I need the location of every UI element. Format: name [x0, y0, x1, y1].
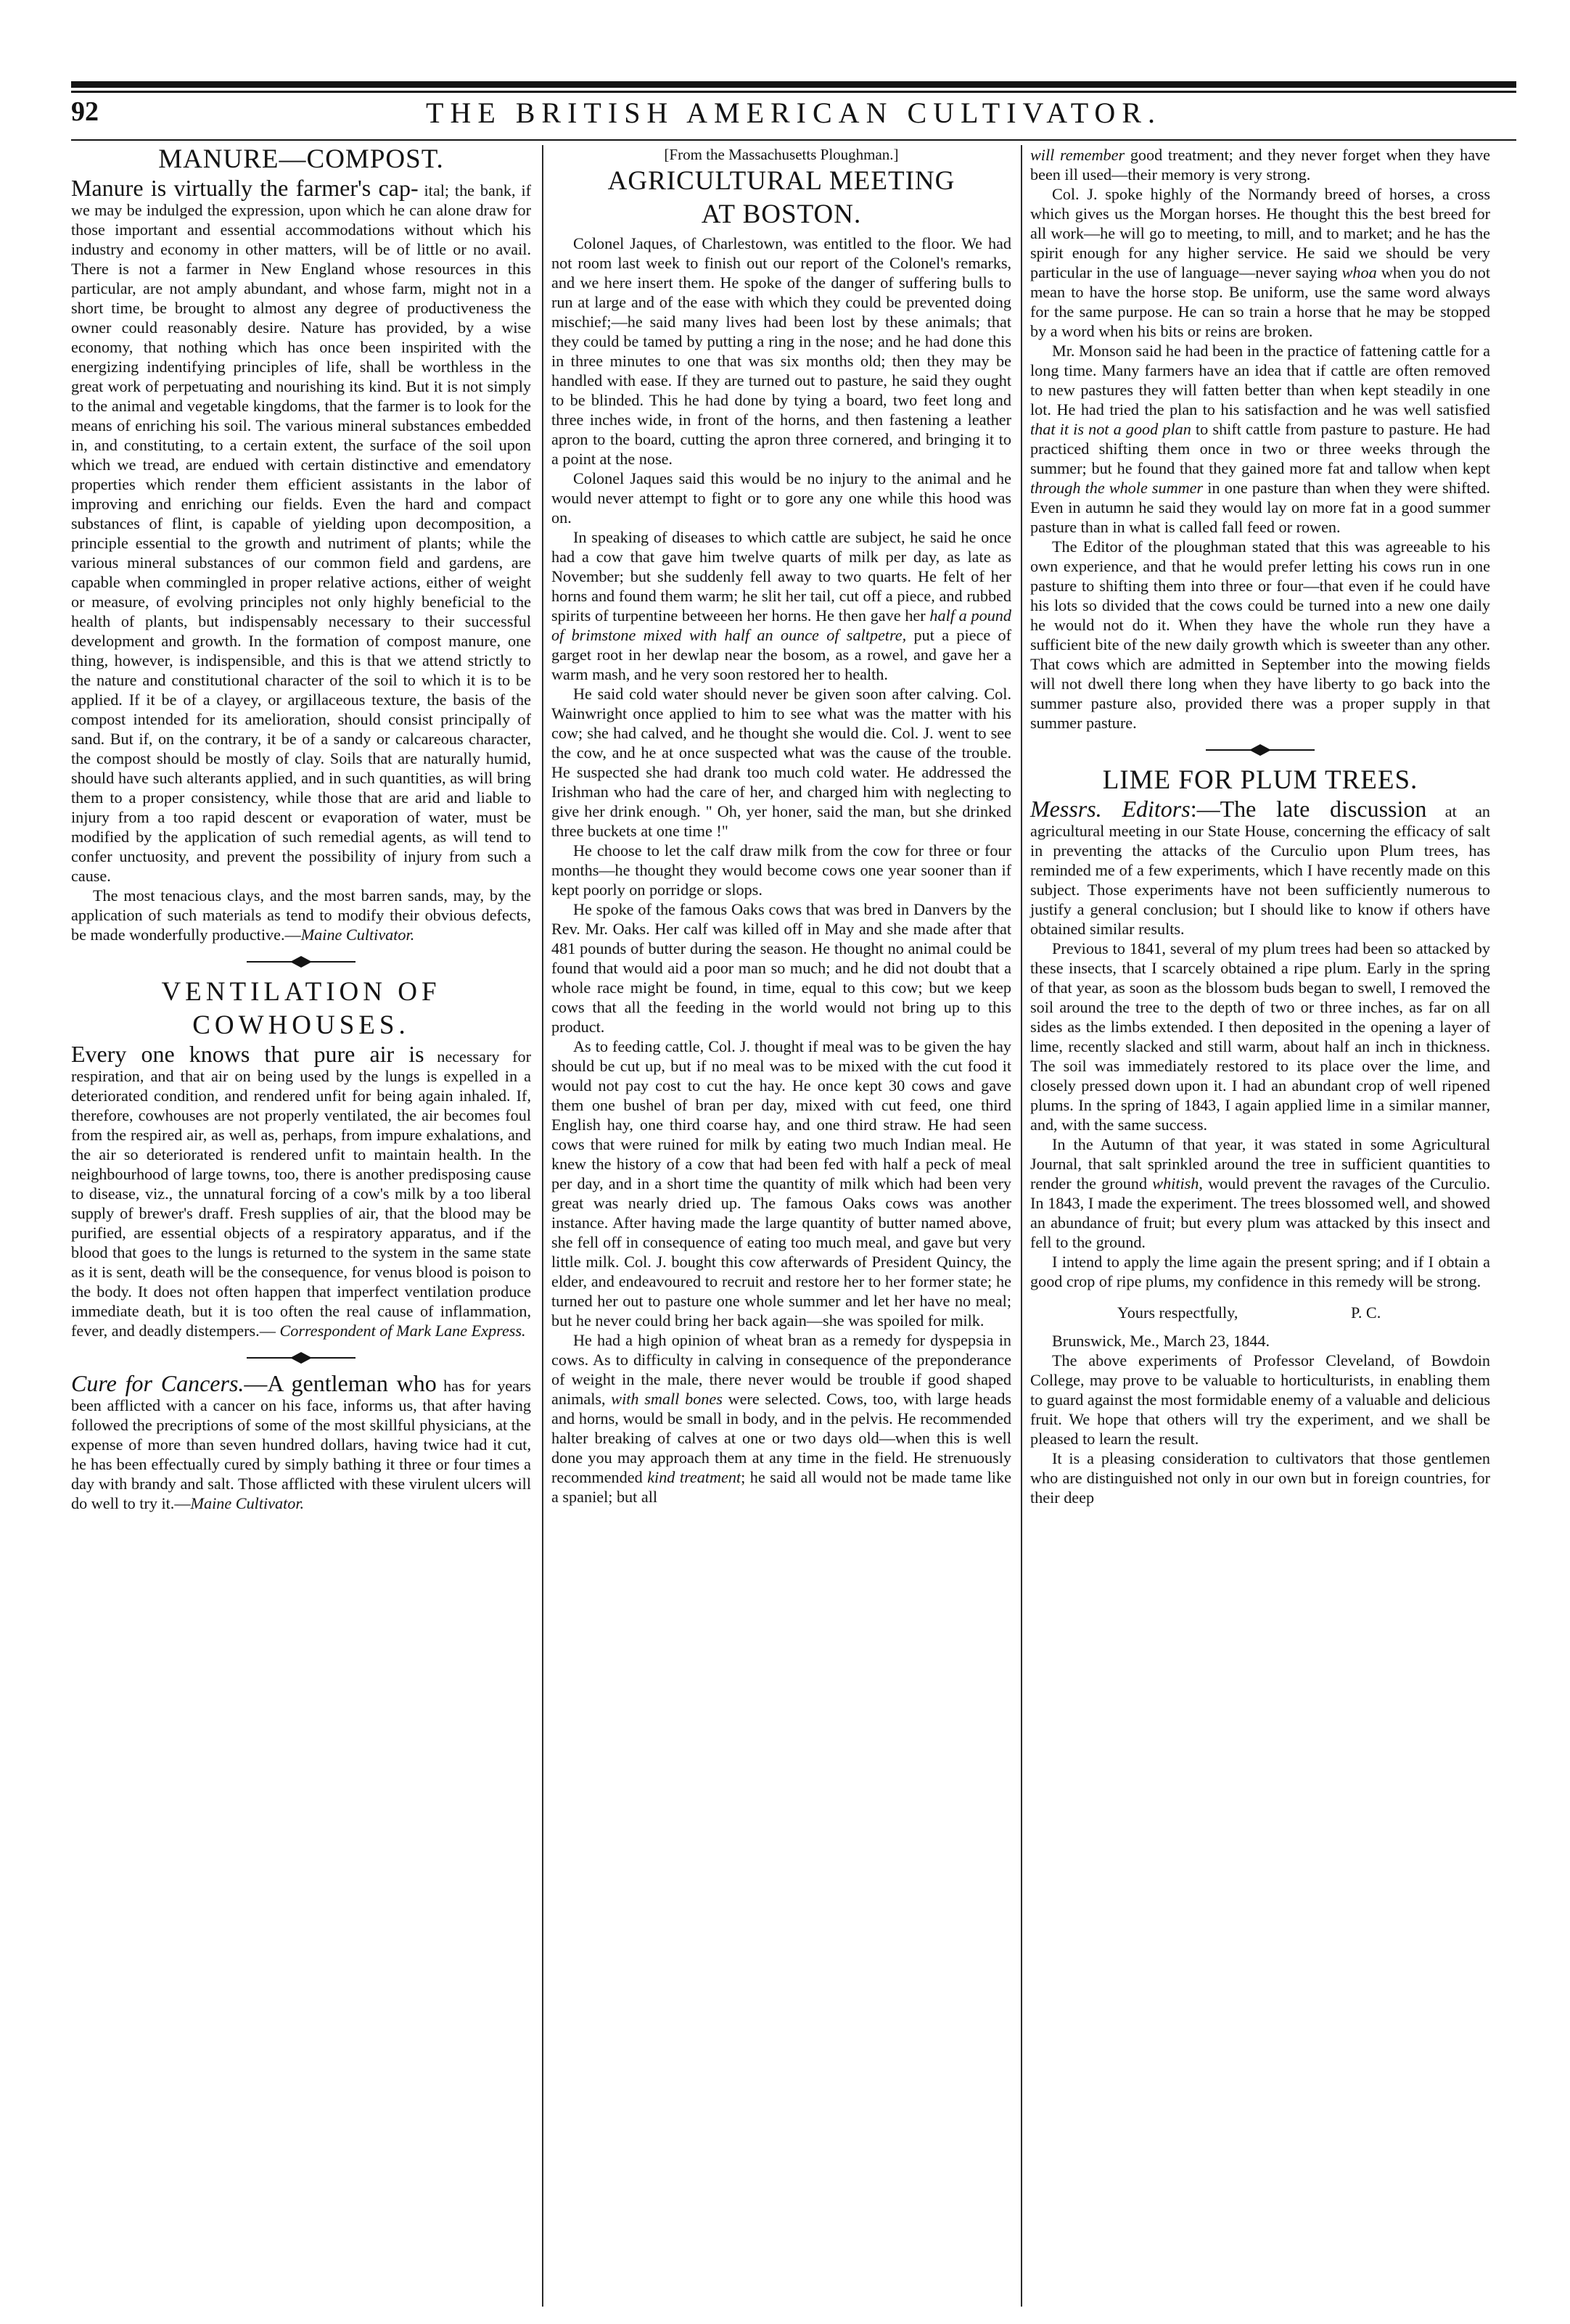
meeting-heading-1: AGRICULTURAL MEETING	[607, 166, 955, 196]
ventilation-heading-1: VENTILATION OF	[161, 977, 441, 1007]
italic-run: that it is not a good plan	[1030, 420, 1191, 438]
lime-heading: LIME FOR PLUM TREES.	[1102, 765, 1418, 795]
text-run: In speaking of diseases to which cattle are subject, he said he once had a cow that gave him twelve quarts of milk per day, as late as November; but she suddenly fell away to two quarts. He felt of her horns and found them warm; he slit her tail, cut off a piece, and rubbed spirits of turpentine betweeen her horns. He then gave her	[551, 528, 1011, 625]
header-rule-thick	[71, 81, 1516, 88]
meeting-paragraph	[1030, 341, 1490, 537]
lime-paragraph: The above experiments of Professor Cleveland, of Bowdoin College, may prove to be valuable to horticulturists, in enabling them to guard against the most formidable enemy of a valuable and delicious fruit. We hope that others will try the experiment, and we shall be pleased to learn the result.	[1030, 1351, 1491, 1448]
manure-text: ital; the bank, if we may be indulged the expression, upon which he can alone draw for those important and essential accommodations without which his industry and economy in other matters, will be of little or no avail. There is not a farmer in New England whose resources in this particular, are not amply abundant, and whose farm, might not in a short time, be brought to almost any degree of productiveness the owner could reasonably desire. Nature has provided, by a wise economy, that nothing which has once been inspirited with the energizing indentifying principles of life, shall be worthless in the great work of perpetuating and nourishing its kind. But it is not simply to the animal and vegetable kingdoms, that the farmer is to look for the means of enriching his soil. The various mineral substances embedded in, and constituting, to a certain extent, the surface of the soil upon which we tread, are endued with certain distinctive and emendatory properties which render them efficient assistants in the labor of improving and enriching our fields. Even the hard and compact substances of flint, is capable of yielding upon decomposition, a principle essential to the growth and nutriment of plants; while the various mineral substances of our common field and gardens, are capable when commingled in proper relative actions, either of weight or measure, of evolving principles not only highly beneficial to the health of plants, but indispensably necessary to their successful development and growth. In the formation of compost manure, one thing, however, is indispensible, and this is that we attend strictly to the nature and constitutional character of the soil to which it is to be applied. If it be of a clayey, or argillaceous texture, the basis of the compost intended for its amelioration, should consist principally of sand. But if, on the contrary, it be of a sandy or calcareous character, the compost should be mostly of clay. Soils that are naturally humid, should have such alterants applied, and in such quantities, as will bring them to a proper consistency, while those that are arid and liable to injury from a too rapid descent or evaporation of water, must be modified by the application of such remedial agents, as will tend to confer unctuosity, and prevent the possibility of injury from such a cause.	[71, 181, 532, 885]
manure-text-2: The most tenacious clays, and the most barren sands, may, by the application of such materials as tend to modify their obvious defects, be made wonderfully productive.—	[71, 886, 531, 944]
text-run: Mr. Monson said he had been in the practice of fattening cattle for a long time. Many farmers have an idea that if cattle are often removed to new pastures they will fatten better than when kept steadily in one lot. He had tried the plan to his satisfaction and he was well satisfied	[1030, 342, 1490, 419]
italic-run: kind treatment	[647, 1468, 741, 1486]
manure-heading: MANURE—COMPOST.	[158, 144, 444, 174]
cancers-lead-rest: —A gentleman who	[244, 1370, 437, 1396]
lime-paragraph	[1030, 1134, 1490, 1252]
ventilation-lead: Every one knows that pure air is	[71, 1041, 424, 1067]
text-run: In the Autumn of that year, it was stated in some Agricultural Journal, that salt sprinkled around the tree in sufficient quantities to render the ground	[1030, 1135, 1490, 1192]
meeting-paragraph: He spoke of the famous Oaks cows that was bred in Danvers by the Rev. Mr. Oaks. Her calf was killed off in May and she made after that 481 pounds of butter during the season. He thought no animal could be found that would aid a poor man so much; and he did not doubt that a whole race might be found, in time, equal to this cow; but we keep cows that all the feeding in the world would not bring up to this product.	[551, 900, 1011, 1036]
ventilation-credit: Correspondent of Mark Lane Express.	[279, 1322, 526, 1340]
text-run: to shift cattle from pasture to pasture. He had practiced shifting them once in two or three weeks through the summer; but he found that they gained more fat and tallow when kept	[1030, 420, 1490, 477]
italic-run: through the whole summer	[1030, 479, 1204, 497]
ventilation-heading-2: COWHOUSES.	[192, 1010, 410, 1040]
cancers-lead: Cure for Cancers.	[71, 1370, 244, 1396]
cancers-credit: Maine Cultivator.	[190, 1494, 305, 1512]
divider-ornament	[247, 955, 355, 969]
masthead: THE BRITISH AMERICAN CULTIVATOR.	[426, 96, 1162, 129]
lime-lead: :—The late discussion	[1190, 796, 1427, 822]
text-run: in one pasture than when they were shifted. Even in autumn he said they would lay on more fat in a good summer pasture than in what is called fall feed or rowen.	[1030, 479, 1490, 536]
column-right	[1030, 145, 1490, 1507]
divider-ornament	[247, 1351, 355, 1365]
dateline: Brunswick, Me., March 23, 1844.	[1052, 1332, 1270, 1350]
text-run: He had a high opinion of wheat bran as a remedy for dyspepsia in cows. As to difficulty in calving in consequence of the preponderance of weight in the male, there never would be trouble if good shaped animals,	[551, 1331, 1011, 1408]
italic-run: with small bones	[611, 1390, 723, 1408]
manure-body	[71, 175, 532, 886]
meeting-heading-2: AT BOSTON.	[701, 199, 862, 229]
page-header	[71, 96, 1516, 138]
text-run: ; he said all would not be made tame like a spaniel; but all	[551, 1468, 1011, 1506]
italic-run: half a pound of brimstone mixed with half an ounce of saltpetre,	[551, 606, 1011, 644]
italic-run: whoa	[1341, 263, 1377, 281]
meeting-paragraph: The Editor of the ploughman stated that this was agreeable to his own experience, and that he would prefer letting his cows run in one pasture to shifting them into three or four—that even if he could have his lots so divided that the cows could be turned into a new one daily he would not do it. When they have the whole run they have a sufficient bite of the new daily growth which is sweeter than any other. That cows which are admitted in September into the mowing fields will not dwell there long when they have liberty to go back into the summer pasture also, provided there was a proper supply in that summer pasture.	[1030, 537, 1490, 732]
meeting-continued	[1030, 145, 1490, 184]
lime-paragraph: It is a pleasing consideration to cultivators that those gentlemen who are distinguished not only in our own but in foreign countries, for their deep	[1030, 1449, 1490, 1507]
manure-body-2	[71, 886, 531, 944]
signature-line	[1030, 1303, 1490, 1322]
meeting-paragraph: He said cold water should never be given soon after calving. Col. Wainwright once applied to him to see what was the matter with his cow; she had calved, and he thought she would die. Col. J. went to see the cow, and he at once suspected what was the cause of the trouble. He suspected she had drank too much cold water. He addressed the Irishman who had the care of her, and charged him with neglecting to give her drink enough. " Oh, yer honer, said the man, but she drinked three buckets at one time !"	[551, 685, 1011, 840]
source-note: [From the Massachusetts Ploughman.]	[664, 146, 899, 163]
manure-lead: Manure is virtually the farmer's cap-	[71, 175, 419, 201]
lime-paragraph: Previous to 1841, several of my plum trees had been so attacked by these insects, that I scarcely obtained a ripe plum. Early in the spring of that year, as soon as the blossom buds began to swell, I removed the soil around the tree to the depth of two or three inches, as far on all sides as the limbs extended. I then deposited in the opening a layer of lime, recently slacked and still warm, about half an inch in thickness. The soil was immediately restored to its place over the lime, and closely pressed down upon it. I had an abundant crop of well ripened plums. In the spring of 1843, I again applied lime in a similar manner, and, with the same success.	[1030, 939, 1490, 1134]
meeting-paragraph	[1030, 184, 1490, 341]
lime-paragraph	[1030, 796, 1491, 939]
meeting-paragraph: As to feeding cattle, Col. J. thought if meal was to be given the hay should be cut up, but if no meal was to be mixed with the cut food it would not pay cost to cut the hay. He once kept 30 cows and gave them one bushel of bran per day, mixed with cut feed, one third English hay, one third coarse hay, and one third straw. He had seen cows that were ruined for milk by eating two much Indian meal. He knew the history of a cow that had been fed with half a peck of meal per day, and in a short time the quantity of milk which had been very great was nearly dried up. The famous Oaks cows was another instance. After having made the large quantity of butter named above, she fell off in consequence of eating too much meal, and gave but very little milk. Col. J. bought this cow afterwards of President Quincy, the elder, and endeavoured to recruit and restore her to her former state; he turned her out to pasture one whole summer and let her have no meal; but he never could bring her back again—she was spoiled for milk.	[551, 1037, 1011, 1330]
text-run: were selected. Cows, too, with large heads and horns, would be small in body, and in the pelvis. He recommended halter breaking of calves at one or two days old—when this is well done you may approach them at any time in the field. He strenuously recommended	[551, 1390, 1011, 1486]
header-rule-bottom	[71, 139, 1516, 141]
salutation: Messrs. Editors	[1030, 796, 1191, 822]
manure-credit: Maine Cultivator.	[300, 926, 415, 944]
text-run: Col. J. spoke highly of the Normandy breed of horses, a cross which gives us the Morgan horses. He thought this the best breed for all work—he will go to meeting, to mill, and to market; and he has the spirit enough for any higher service. He said we should be very particular in the use of language—never saying	[1030, 185, 1490, 281]
page-number: 92	[71, 96, 99, 127]
column-rule-1	[542, 145, 543, 2307]
signature-closing: Yours respectfully,	[1117, 1303, 1238, 1322]
cancers-text: has for years been afflicted with a cancer on his face, informs us, that after having followed the precriptions of some of the most skillful physicians, at the expense of more than seven hundred dollars, having twice had it cut, he has been effectually cured by simply bathing it three or four times a day with brandy and salt. Those afflicted with these virulent ulcers will do well to try it.—	[71, 1377, 532, 1512]
text-run: at an agricultural meeting in our State House, concerning the efficacy of salt in preventing the attacks of the Curculio upon Plum trees, has reminded me of a few experiments, which I have recently made on this subject. Those experiments have not been sufficiently numerous to justify a general conclusion; but I should like to know if others have obtained similar results.	[1030, 802, 1491, 938]
meeting-paragraph: Colonel Jaques said this would be no injury to the animal and he would never attempt to fight or to gore any one while this hood was on.	[551, 469, 1011, 527]
meeting-paragraph	[551, 527, 1011, 684]
ventilation-body	[71, 1041, 532, 1340]
meeting-paragraph	[551, 1330, 1011, 1507]
column-left	[71, 145, 531, 1513]
meeting-paragraph: He choose to let the calf draw milk from the cow for three or four months—he thought they would become cows one year sooner than if kept poorly on porridge or slops.	[551, 841, 1011, 899]
ventilation-text: necessary for respiration, and that air on being used by the lungs is expelled in a deteriorated condition, and rendered unfit for being again inhaled. If, therefore, cowhouses are not properly ventilated, the air becomes foul from the respired air, as well as, perhaps, from impure exhalations, and the air so deteriorated is rendered unfit to maintain health. In the neighbourhood of large towns, too, there is another predisposing cause to disease, viz., the unnatural forcing of a cow's milk by a too liberal supply of brewer's draff. Fresh supplies of air, that the blood may be purified, are essential objects of a respiratory apparatus, and if the blood that goes to the lungs is returned to the system in the same state as it is sent, death will be the consequence, for venus blood is poison to the body. It does not often happen that imperfect ventilation produce immediate death, but it is too often the real cause of inflammation, fever, and deadly distempers.—	[71, 1047, 532, 1340]
italic-run: whitish	[1152, 1174, 1199, 1192]
header-rule-thin	[71, 91, 1516, 93]
text-run: when you do not mean to have the horse stop. Be uniform, use the same word always for the same purpose. He can so train a horse that he may be stopped by a word when his bits or reins are broken.	[1030, 263, 1490, 340]
signature-initials: P. C.	[1350, 1303, 1381, 1322]
text-run: put a piece of garget root in her dewlap near the bosom, as a rowel, and gave her a warm mash, and he very soon restored her to health.	[551, 626, 1012, 683]
text-run: , would prevent the ravages of the Curculio. In 1843, I made the experiment. The trees blossomed well, and showed an abundance of fruit; but every plum was attacked by this insect and fell to the ground.	[1030, 1174, 1491, 1251]
column-rule-2	[1021, 145, 1022, 2307]
cancers-body	[71, 1370, 532, 1513]
divider-ornament	[1206, 743, 1315, 757]
lime-paragraph: I intend to apply the lime again the present spring; and if I obtain a good crop of ripe plums, my confidence in this remedy will be strong.	[1030, 1253, 1490, 1290]
italic-run: will remember	[1030, 146, 1125, 164]
text-run: good treatment; and they never forget when they have been ill used—their memory is very strong.	[1030, 146, 1490, 184]
meeting-paragraph: Colonel Jaques, of Charlestown, was entitled to the floor. We had not room last week to finish out our report of the Colonel's remarks, and we here insert them. He spoke of the danger of suffering bulls to run at large and of the ease with which they could be prevented doing mischief;—he said many lives had been lost by these animals; that they could be tamed by putting a ring in the nose; and he had done this in three minutes to one that was six months old; then they may be handled with ease. If they are turned out to pasture, he said they ought to be blinded. This he had done by tying a board, two feet long and three inches wide, in front of the horns, and then fastening a leather apron to the board, cutting the apron three cornered, and bringing it to a point at the nose.	[551, 234, 1011, 468]
column-middle	[551, 145, 1011, 1507]
